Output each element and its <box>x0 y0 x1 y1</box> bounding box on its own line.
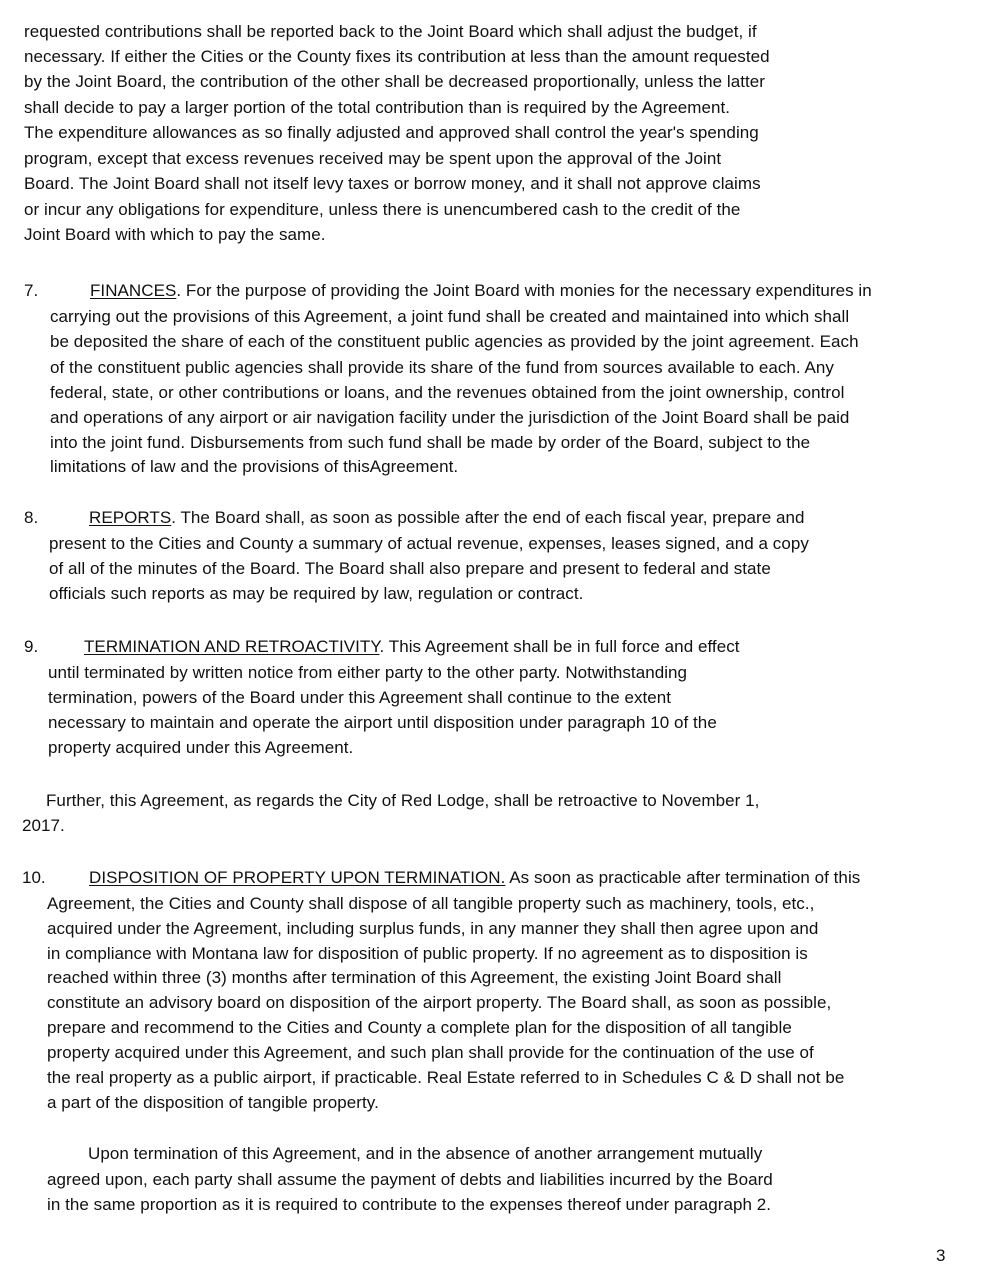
text-line: necessary to maintain and operate the airport until disposition under paragraph 10 of the <box>48 713 717 732</box>
section-heading: REPORTS <box>89 508 172 527</box>
text-line: by the Joint Board, the contribution of the other shall be decreased proportionally, unless the latter <box>24 72 765 91</box>
text-line: Further, this Agreement, as regards the City of Red Lodge, shall be retroactive to November 1, <box>46 791 760 810</box>
section-heading: DISPOSITION OF PROPERTY UPON TERMINATION. <box>89 868 506 887</box>
text-line: The expenditure allowances as so finally adjusted and approved shall control the year's spending <box>24 123 759 142</box>
section-first-line <box>89 866 860 890</box>
text-line: or incur any obligations for expenditure, unless there is unencumbered cash to the credit of the <box>24 200 741 219</box>
section-number: 10. <box>22 868 46 887</box>
text-line: until terminated by written notice from either party to the other party. Notwithstanding <box>48 663 688 682</box>
text-line: program, except that excess revenues received may be spent upon the approval of the Joint <box>24 149 722 168</box>
text-run: As soon as practicable after termination of this <box>505 868 861 887</box>
text-line: be deposited the share of each of the constituent public agencies as provided by the joint agreement. Each <box>50 332 859 351</box>
text-line: of all of the minutes of the Board. The Board shall also prepare and present to federal and state <box>49 559 771 578</box>
text-line: limitations of law and the provisions of thisAgreement. <box>50 457 459 476</box>
text-line: federal, state, or other contributions or loans, and the revenues obtained from the joint ownership, control <box>50 383 845 402</box>
text-line: prepare and recommend to the Cities and County a complete plan for the disposition of all tangible <box>47 1018 792 1037</box>
text-line: present to the Cities and County a summary of actual revenue, expenses, leases signed, and a copy <box>49 534 809 553</box>
section-first-line <box>89 506 805 530</box>
section-heading: FINANCES <box>90 281 177 300</box>
text-line: a part of the disposition of tangible property. <box>47 1093 379 1112</box>
text-line: reached within three (3) months after termination of this Agreement, the existing Joint Board shall <box>47 968 782 987</box>
text-line: requested contributions shall be reported back to the Joint Board which shall adjust the budget, if <box>24 22 757 41</box>
text-line: acquired under the Agreement, including surplus funds, in any manner they shall then agree upon and <box>47 919 819 938</box>
text-run: . The Board shall, as soon as possible after the end of each fiscal year, prepare and <box>171 508 805 527</box>
section-number: 7. <box>24 281 39 300</box>
section-number: 8. <box>24 508 39 527</box>
text-line: Agreement, the Cities and County shall dispose of all tangible property such as machinery, tools, etc., <box>47 894 815 913</box>
text-line: Board. The Joint Board shall not itself levy taxes or borrow money, and it shall not approve claims <box>24 174 761 193</box>
text-line: Upon termination of this Agreement, and in the absence of another arrangement mutually <box>88 1144 763 1163</box>
text-line: in the same proportion as it is required to contribute to the expenses thereof under paragraph 2. <box>47 1195 772 1214</box>
text-line: constitute an advisory board on disposition of the airport property. The Board shall, as soon as possible, <box>47 993 832 1012</box>
text-line: Joint Board with which to pay the same. <box>24 225 326 244</box>
text-line: and operations of any airport or air navigation facility under the jurisdiction of the Joint Board shall be paid <box>50 408 850 427</box>
section-heading: TERMINATION AND RETROACTIVITY <box>84 637 380 656</box>
text-line: shall decide to pay a larger portion of the total contribution than is required by the Agreement. <box>24 98 731 117</box>
text-line: 2017. <box>22 816 65 835</box>
text-line: officials such reports as may be required by law, regulation or contract. <box>49 584 584 603</box>
text-run: . This Agreement shall be in full force and effect <box>379 637 740 656</box>
text-line: necessary. If either the Cities or the County fixes its contribution at less than the amount requested <box>24 47 770 66</box>
text-run: . For the purpose of providing the Joint Board with monies for the necessary expenditures in <box>176 281 872 300</box>
page-number: 3 <box>936 1246 946 1265</box>
text-line: into the joint fund. Disbursements from such fund shall be made by order of the Board, subject to the <box>50 433 811 452</box>
text-line: the real property as a public airport, if practicable. Real Estate referred to in Schedules C & D shall not be <box>47 1068 845 1087</box>
text-line: agreed upon, each party shall assume the payment of debts and liabilities incurred by the Board <box>47 1170 773 1189</box>
text-line: property acquired under this Agreement, and such plan shall provide for the continuation of the use of <box>47 1043 814 1062</box>
text-line: property acquired under this Agreement. <box>48 738 354 757</box>
section-first-line <box>84 635 740 659</box>
text-line: carrying out the provisions of this Agreement, a joint fund shall be created and maintained into which shall <box>50 307 850 326</box>
section-number: 9. <box>24 637 39 656</box>
text-line: in compliance with Montana law for disposition of public property. If no agreement as to disposition is <box>47 944 808 963</box>
section-first-line <box>90 279 872 303</box>
text-line: of the constituent public agencies shall provide its share of the fund from sources available to each. Any <box>50 358 834 377</box>
text-line: termination, powers of the Board under this Agreement shall continue to the extent <box>48 688 672 707</box>
